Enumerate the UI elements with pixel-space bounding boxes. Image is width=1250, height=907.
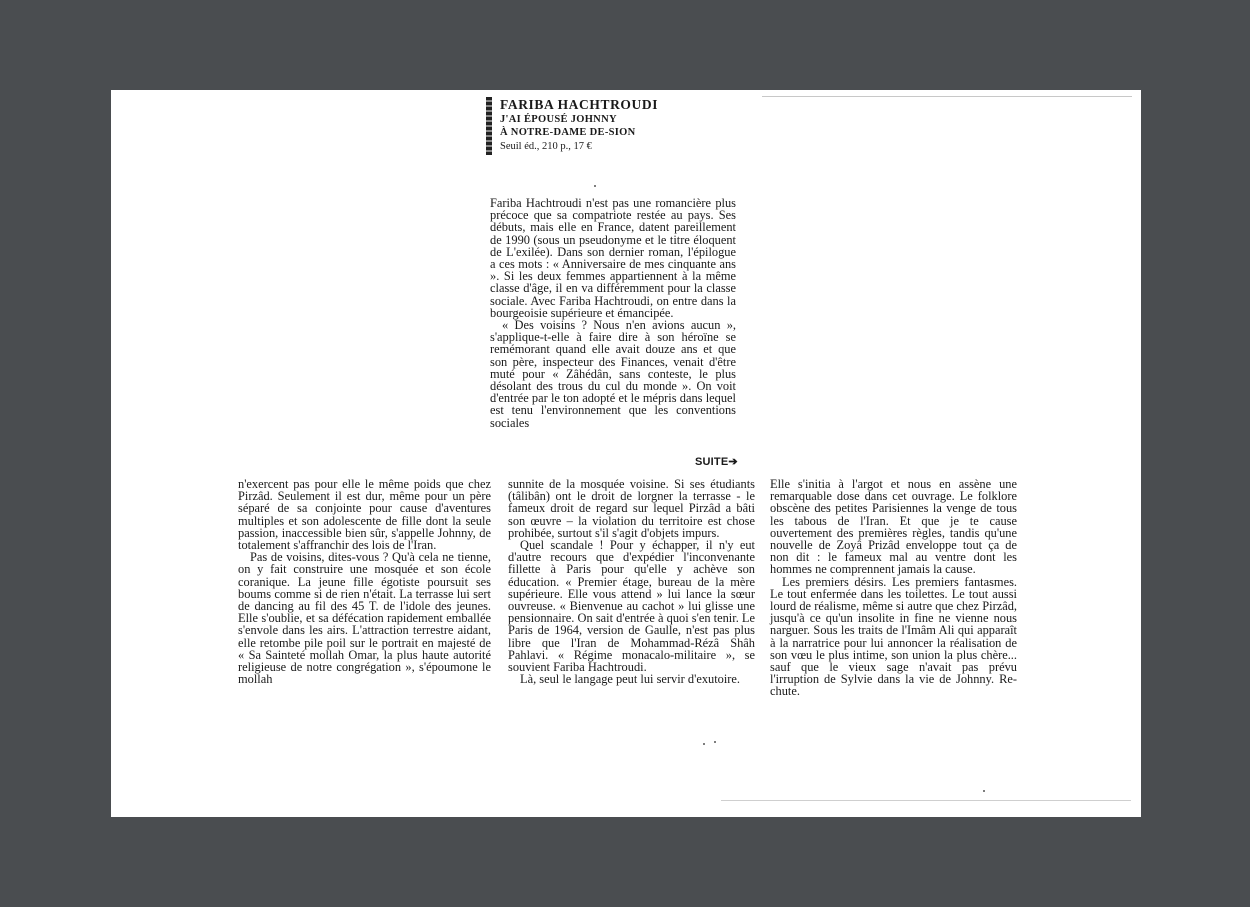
book-header — [486, 97, 726, 154]
paragraph: Pas de voisins, dites-vous ? Qu'à cela ne tienne, on y fait construire une mosquée et son école coranique. La jeune fille égotiste poursuit ses boums comme si de rien n'était. La terrasse lui sert de dancing au fil des 45 T. de l'idole des jeunes. Elle s'oublie, et sa défécation rapidement emballée s'envole dans les airs. L'attraction terrestre aidant, elle retombe pile poil sur le portrait en majesté de « Sa Sainteté mollah Omar, la plus haute autorité religieuse de notre congrégation », s'époumone le mollah — [238, 550, 491, 687]
paragraph: Les premiers désirs. Les premiers fantasmes. Le tout enfermée dans les toilettes. Le tout aussi lourd de réalisme, même si autre que chez Pirzâd, jusqu'à ce qu'un insolite in fine ne vienne nous narguer. Sous les traits de l'Imâm Ali qui apparaît à la narratrice pour lui annoncer la réalisation de son vœu le plus intime, son union la plus chère... sauf que le vieux sage n'avait pas prévu l'irruption de Sylvie dans la vie de Johnny. Re-chute. — [770, 574, 1017, 699]
header-bar — [486, 97, 492, 155]
paragraph: sunnite de la mosquée voisine. Si ses étudiants (tâlibân) ont le droit de lorgner la terrasse - le fameux droit de regard sur lequel Pirzâd a bâti son œuvre – la violation du territoire est chose prohibée, surtout s'il s'agit d'objets impurs. — [508, 477, 755, 540]
scan-speck — [714, 741, 716, 743]
paragraph: « Des voisins ? Nous n'en avions aucun », s'applique-t-elle à faire dire à son héroïne se remémorant quand elle avait douze ans et que son père, inspecteur des Finances, venait d'être muté pour « Zâhédân, sans conteste, le plus désolant des trous du cul du monde ». On voit d'entrée par le ton adopté et le mépris dans lequel est tenu l'environnement que les conventions sociales — [490, 318, 736, 430]
paragraph: Fariba Hachtroudi n'est pas une romancière plus précoce que sa compatriote restée au pays. Ses débuts, mais elle en France, datent pareillement de 1990 (sous un pseudonyme et le titre éloquent de L'exilée). Dans son dernier roman, l'épilogue a ces mots : « Anniversaire de mes cinquante ans ». Si les deux femmes appartiennent à la même classe d'âge, il en va différemment pour la classe sociale. Avec Fariba Hachtroudi, on entre dans la bourgeoisie supérieure et émancipée. — [490, 196, 736, 320]
scan-artifact-line — [762, 96, 1132, 97]
author-name: FARIBA HACHTROUDI — [500, 97, 659, 112]
paragraph: Quel scandale ! Pour y échapper, il n'y eut d'autre recours que d'expédier l'inconvenante fillette à Paris pour qu'elle y achève son éducation. « Premier étage, bureau de la mère supérieure. Elle vous attend » lui lance la sœur ouvreuse. « Bienvenue au cachot » lui glisse une pensionnaire. On sait d'entrée à quoi s'en tenir. Le Paris de 1964, version de Gaulle, n'est pas plus libre que l'Iran de Mohammad-Rézâ Shâh Pahlavi. « Régime monacalo-militaire », se souvient Fariba Hachtroudi. — [508, 538, 755, 675]
book-title-line2: À NOTRE-DAME DE-SION — [500, 127, 636, 138]
continued-label: SUITE➔ — [695, 456, 738, 468]
scan-speck — [594, 185, 596, 187]
publisher-info: Seuil éd., 210 p., 17 € — [500, 141, 592, 152]
scan-speck — [983, 790, 985, 792]
scan-speck — [703, 743, 705, 745]
scan-artifact-line — [721, 800, 1131, 801]
book-title-line1: J'AI ÉPOUSÉ JOHNNY — [500, 114, 617, 125]
article-column-3 — [770, 478, 1017, 698]
intro-column — [490, 197, 736, 429]
paragraph: Elle s'initia à l'argot et nous en assène une remarquable dose dans cet ouvrage. Le folklore obscène des petites Parisiennes la venge de tous les tabous de l'Iran. Et que je te cause ouvertement des premières règles, tandis qu'une nouvelle de Zoyâ Prizâd enveloppe tout ça de non dit : le fameux mal au ventre dont les hommes ne comprennent jamais la cause. — [770, 477, 1017, 577]
article-column-2 — [508, 478, 755, 685]
paragraph: Là, seul le langage peut lui servir d'exutoire. — [520, 672, 741, 687]
article-column-1 — [238, 478, 491, 685]
paragraph: n'exercent pas pour elle le même poids que chez Pirzâd. Seulement il est dur, même pour un père séparé de sa conjointe pour cause d'aventures multiples et son adolescente de fille dont la seule passion, inaccessible bien sûr, s'appelle Johnny, de totalement s'affranchir des lois de l'Iran. — [238, 477, 491, 553]
scanned-page — [111, 90, 1141, 817]
